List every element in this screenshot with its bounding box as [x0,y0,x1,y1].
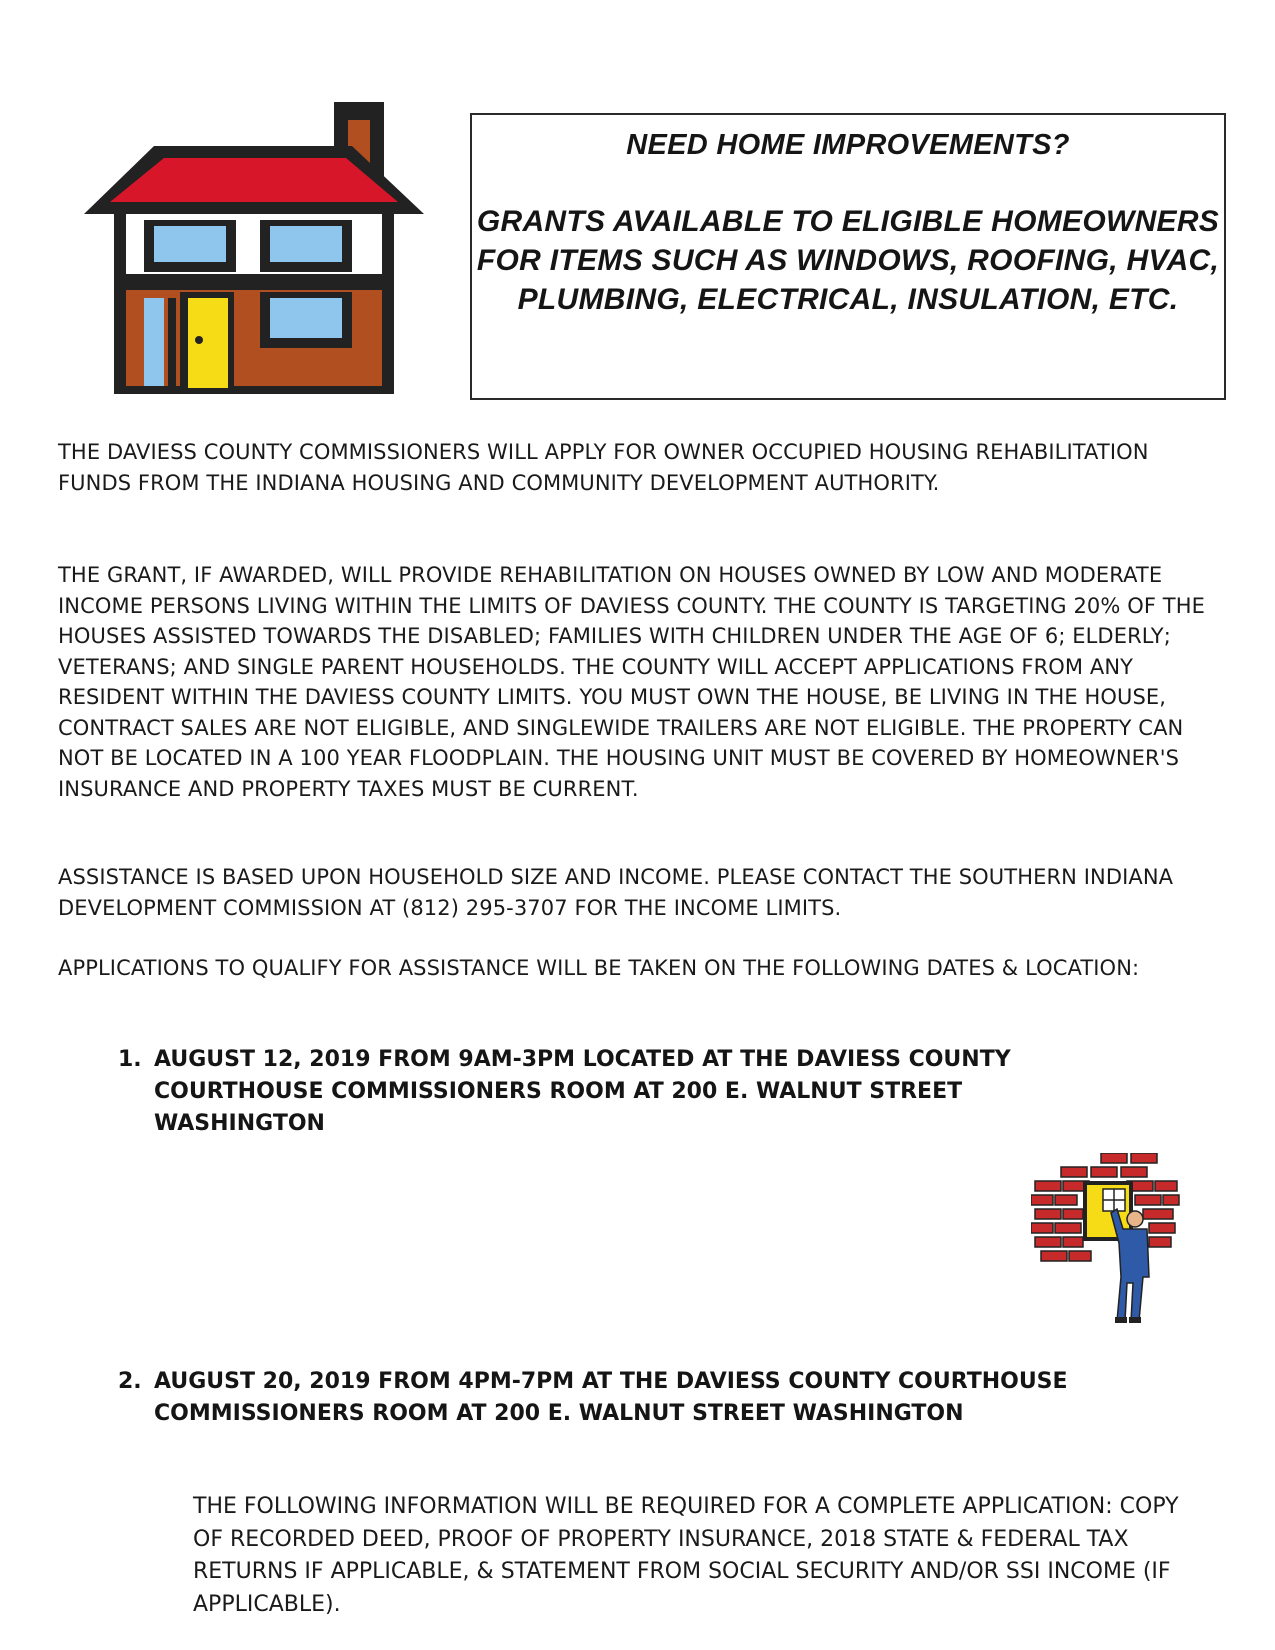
date-text: AUGUST 20, 2019 FROM 4PM-7PM AT THE DAVIESS COUNTY COURTHOUSE COMMISSIONERS ROOM AT 200 E. WALNUT STREET WASHINGTON [154,1369,1068,1426]
headline-box [470,113,1226,400]
assistance-paragraph: ASSISTANCE IS BASED UPON HOUSEHOLD SIZE AND INCOME. PLEASE CONTACT THE SOUTHERN INDIANA DEVELOPMENT COMMISSION AT (812) 295-3707 FOR THE INCOME LIMITS. [58,865,1174,920]
headline-grants: GRANTS AVAILABLE TO ELIGIBLE HOMEOWNERS FOR ITEMS SUCH AS WINDOWS, ROOFING, HVAC, PLUMBING, ELECTRICAL, INSULATION, ETC. [476,205,1220,316]
headline-question: NEED HOME IMPROVEMENTS? [626,129,1070,161]
date-number: 2. [118,1369,142,1394]
requirements-paragraph: THE FOLLOWING INFORMATION WILL BE REQUIRED FOR A COMPLETE APPLICATION: COPY OF RECORDED DEED, PROOF OF PROPERTY INSURANCE, 2018 STATE & FEDERAL TAX RETURNS IF APPLICABLE, & STATEMENT FROM SOCIAL SECURITY AND/OR SSI INCOME (IF APPLICABLE). [193,1494,1179,1617]
grant-details-paragraph: THE GRANT, IF AWARDED, WILL PROVIDE REHABILITATION ON HOUSES OWNED BY LOW AND MODERATE INCOME PERSONS LIVING WITHIN THE LIMITS OF DAVIESS COUNTY. THE COUNTY IS TARGETING 20% OF THE HOUSES ASSISTED TOWARDS THE DISABLED; FAMILIES WITH CHILDREN UNDER THE AGE OF 6; ELDERLY; VETERANS; AND SINGLE PARENT HOUSEHOLDS. THE COUNTY WILL ACCEPT APPLICATIONS FROM ANY RESIDENT WITHIN THE DAVIESS COUNTY LIMITS. YOU MUST OWN THE HOUSE, BE LIVING IN THE HOUSE, CONTRACT SALES ARE NOT ELIGIBLE, AND SINGLEWIDE TRAILERS ARE NOT ELIGIBLE. THE PROPERTY CAN NOT BE LOCATED IN A 100 YEAR FLOODPLAIN. THE HOUSING UNIT MUST BE COVERED BY HOMEOWNER'S INSURANCE AND PROPERTY TAXES MUST BE CURRENT. [58,563,1205,801]
applications-paragraph: APPLICATIONS TO QUALIFY FOR ASSISTANCE WILL BE TAKEN ON THE FOLLOWING DATES & LOCATION: [58,956,1140,980]
date-number: 1. [118,1047,142,1072]
window-worker-icon [1031,1153,1181,1323]
date-text: AUGUST 12, 2019 FROM 9AM-3PM LOCATED AT THE DAVIESS COUNTY COURTHOUSE COMMISSIONERS ROOM AT 200 E. WALNUT STREET WASHINGTON [154,1047,1011,1136]
house-icon [84,102,424,394]
intro-paragraph: THE DAVIESS COUNTY COMMISSIONERS WILL APPLY FOR OWNER OCCUPIED HOUSING REHABILITATION FUNDS FROM THE INDIANA HOUSING AND COMMUNITY DEVELOPMENT AUTHORITY. [58,440,1149,495]
